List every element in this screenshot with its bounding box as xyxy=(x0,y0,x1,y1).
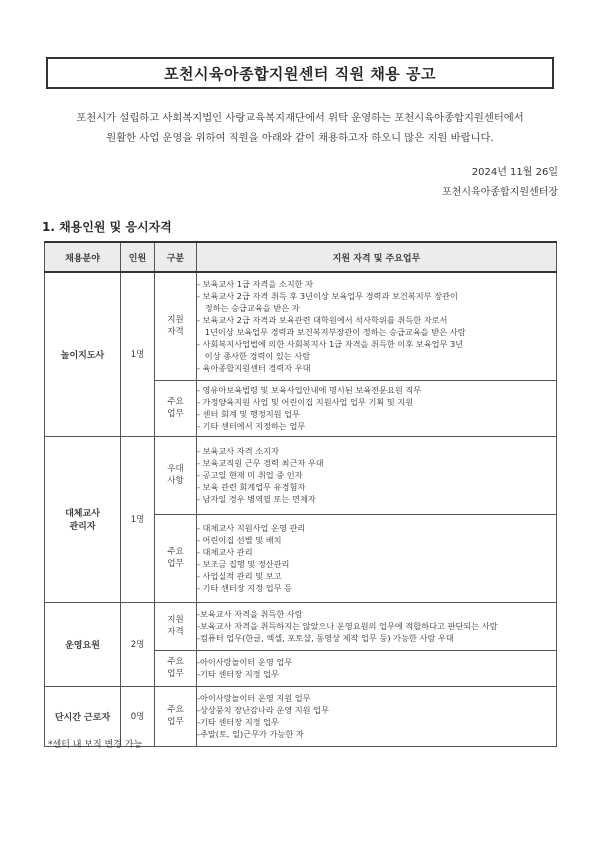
count-cell: 2명 xyxy=(121,602,155,686)
list-item: - 보조금 집행 및 정산관리 xyxy=(197,559,290,569)
list-item: -아이사랑놀이터 운영 지원 업무 xyxy=(197,693,311,703)
list-item: - 육아종합지원센터 경력자 우대 xyxy=(197,363,311,374)
category-cell: 주요 업무 xyxy=(155,514,197,602)
list-item: - 영유아보육법령 및 보육사업안내에 명시된 보육전문요원 직무 xyxy=(197,385,422,395)
list-item: - 어린이집 선별 및 배치 xyxy=(197,535,282,545)
count-cell: 1명 xyxy=(121,436,155,602)
table-body xyxy=(45,272,557,746)
count-cell: 1명 xyxy=(121,272,155,436)
category-cell: 지원 자격 xyxy=(155,272,197,380)
list-item: -보육교사 자격을 취득한 사람 xyxy=(197,609,303,619)
list-item: - 공고일 현재 미 취업 중 인자 xyxy=(197,470,303,480)
field-cell: 운영요원 xyxy=(45,602,121,686)
field-cell: 대체교사 관리자 xyxy=(45,436,121,602)
content-list xyxy=(197,278,556,374)
table-row xyxy=(45,436,557,514)
content-list xyxy=(197,608,556,644)
header-category: 구분 xyxy=(155,242,197,272)
list-item: - 사업실적 관리 및 보고 xyxy=(197,571,282,581)
table-row xyxy=(45,272,557,380)
notice-title-box xyxy=(46,57,554,89)
list-item: - 보육교사 2급 자격 취득 후 3년이상 보육업무 경력과 보건복지부 장관이 xyxy=(197,291,458,302)
content-cell xyxy=(197,686,557,746)
list-item: -기타 센터장 지정 업무 xyxy=(197,717,279,727)
category-cell: 주요 업무 xyxy=(155,380,197,436)
table-header-row xyxy=(45,242,557,272)
content-cell xyxy=(197,272,557,380)
field-cell: 단시간 근로자 xyxy=(45,686,121,746)
content-cell xyxy=(197,380,557,436)
list-item: - 보육교사 2급 자격과 보육관련 대학원에서 석사학위를 취득한 자로서 xyxy=(197,315,448,326)
category-cell: 주요 업무 xyxy=(155,650,197,686)
header-count: 인원 xyxy=(121,242,155,272)
recruitment-table xyxy=(44,241,557,747)
notice-title: 포천시육아종합지원센터 직원 채용 공고 xyxy=(164,64,436,83)
list-item: 정하는 승급교육을 받은 자 xyxy=(197,303,300,314)
content-list xyxy=(197,445,556,505)
list-item: -보육교사 자격을 취득하지는 않았으나 운영요원의 업무에 적합하다고 판단되는 사람 xyxy=(197,621,498,631)
list-item: -상상뭉치 장난감나라 운영 지원 업무 xyxy=(197,705,330,715)
list-item: - 보육교사 자격 소지자 xyxy=(197,446,279,456)
intro-line-1: 포천시가 설립하고 사회복지법인 사랑교육복지재단에서 위탁 운영하는 포천시육아종합지원센터에서 xyxy=(76,112,524,124)
organization-signature: 포천시육아종합지원센터장 xyxy=(442,187,558,198)
footnote: *센터 내 보직 변경 가능 xyxy=(48,740,143,750)
list-item: - 보육교사 1급 자격을 소지한 자 xyxy=(197,279,314,290)
list-item: - 사회복지사업법에 의한 사회복지사 1급 자격을 취득한 이후 보육업무 3년 xyxy=(197,339,464,350)
list-item: - 기타 센터에서 지정하는 업무 xyxy=(197,421,306,431)
list-item: 1년이상 보육업무 경력과 보건복지부장관이 정하는 승급교육을 받은 사람 xyxy=(197,327,466,338)
intro-paragraph xyxy=(40,108,560,148)
content-cell xyxy=(197,436,557,514)
header-content: 지원 자격 및 주요업무 xyxy=(197,242,557,272)
category-cell: 우대 사항 xyxy=(155,436,197,514)
content-list xyxy=(197,656,556,680)
intro-line-2: 원활한 사업 운영을 위하여 직원을 아래와 같이 채용하고자 하오니 많은 지원 바랍니다. xyxy=(106,132,494,144)
content-list xyxy=(197,384,556,432)
list-item: -컴퓨터 업무(한글, 엑셀, 포토샵, 동영상 제작 업무 등) 가능한 사람 우대 xyxy=(197,633,454,643)
content-list xyxy=(197,692,556,740)
list-item: - 보육교직원 근무 경력 최근자 우대 xyxy=(197,458,324,468)
list-item: - 기타 센터장 지정 업무 등 xyxy=(197,583,293,593)
list-item: 이상 종사한 경력이 있는 사람 xyxy=(197,351,311,362)
section-title: 1. 채용인원 및 응시자격 xyxy=(42,220,172,234)
notice-date: 2024년 11월 26일 xyxy=(471,167,558,178)
list-item: -주말(토, 일)근무가 가능한 자 xyxy=(197,729,304,739)
count-cell: 0명 xyxy=(121,686,155,746)
content-cell xyxy=(197,602,557,650)
list-item: - 센터 회계 및 행정지원 업무 xyxy=(197,409,300,419)
field-cell: 놀이지도사 xyxy=(45,272,121,436)
list-item: - 가정양육지원 사업 및 어린이집 지원사업 업무 기획 및 지원 xyxy=(197,397,414,407)
list-item: - 보육 관련 회계업무 유경험자 xyxy=(197,482,306,492)
category-cell: 지원 자격 xyxy=(155,602,197,650)
list-item: - 남자일 경우 병역필 또는 면제자 xyxy=(197,494,316,504)
list-item: - 대체교사 지원사업 운영 관리 xyxy=(197,523,306,533)
table-row xyxy=(45,602,557,650)
category-cell: 주요 업무 xyxy=(155,686,197,746)
header-field: 채용분야 xyxy=(45,242,121,272)
list-item: -기타 센터장 지정 업무 xyxy=(197,669,279,679)
content-cell xyxy=(197,650,557,686)
list-item: - 대체교사 관리 xyxy=(197,547,253,557)
list-item: -아이사랑놀이터 운영 업무 xyxy=(197,657,293,667)
content-list xyxy=(197,522,556,594)
content-cell xyxy=(197,514,557,602)
